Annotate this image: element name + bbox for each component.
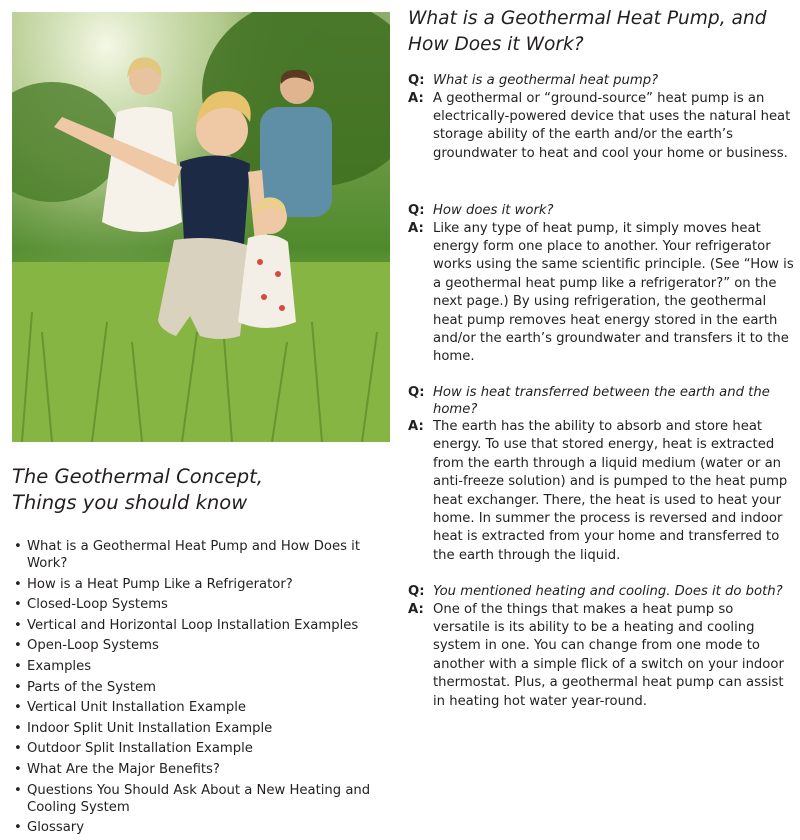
topic-item: • Indoor Split Unit Installation Example xyxy=(14,720,399,737)
q-mark: Q: xyxy=(408,73,425,88)
qa-block xyxy=(408,203,794,367)
topic-item: • Questions You Should Ask About a New Heating and Cooling System xyxy=(14,782,399,816)
answer-text: A geothermal or “ground-source” heat pump is an electrically-powered device that uses the natural heat storage ability of the earth and/or the earth’s groundwater to heat and cool your home or business. xyxy=(433,90,791,161)
topic-item: • How is a Heat Pump Like a Refrigerator? xyxy=(14,576,399,593)
page-title-line1: What is a Geothermal Heat Pump, and xyxy=(408,8,767,29)
q-mark: Q: xyxy=(408,584,425,599)
topic-item: • What Are the Major Benefits? xyxy=(14,761,399,778)
qa-block xyxy=(408,385,794,565)
question-text: How is heat transferred between the earth and the home? xyxy=(433,385,770,417)
a-mark: A: xyxy=(408,419,424,434)
answer xyxy=(408,601,794,711)
concept-title-line1: The Geothermal Concept, xyxy=(12,465,263,488)
topic-item: • Outdoor Split Installation Example xyxy=(14,740,399,757)
question-text: You mentioned heating and cooling. Does it do both? xyxy=(433,584,783,599)
a-mark: A: xyxy=(408,601,424,617)
question-text: What is a geothermal heat pump? xyxy=(433,73,659,88)
concept-title xyxy=(12,464,392,516)
topic-item: • Closed-Loop Systems xyxy=(14,596,399,613)
page-title-line2: How Does it Work? xyxy=(408,34,584,55)
answer-text: The earth has the ability to absorb and store heat energy. To use that stored energy, heat is extracted from the earth through a liquid medium (water or an anti-freeze solution) and is pumped to the heat pump heat exchanger. There, the heat is used to heat your home. In summer the process is reversed and indoor heat is extracted from your home and transferred to the earth through the liquid. xyxy=(433,419,788,563)
a-mark: A: xyxy=(408,90,424,106)
concept-title-line2: Things you should know xyxy=(12,491,248,514)
answer xyxy=(408,220,794,367)
qa-block xyxy=(408,73,794,163)
topic-item: • Vertical Unit Installation Example xyxy=(14,699,399,716)
topic-item: • Parts of the System xyxy=(14,679,399,696)
a-mark: A: xyxy=(408,220,424,236)
q-mark: Q: xyxy=(408,385,425,400)
question-text: How does it work? xyxy=(433,203,554,218)
question xyxy=(408,203,794,220)
answer xyxy=(408,90,794,164)
topics-list xyxy=(14,538,399,840)
topic-item: • What is a Geothermal Heat Pump and How Does it Work? xyxy=(14,538,399,572)
question xyxy=(408,385,794,418)
family-photo xyxy=(12,12,390,442)
qa-block xyxy=(408,584,794,711)
q-mark: Q: xyxy=(408,203,425,218)
topic-item: • Examples xyxy=(14,658,399,675)
topic-item: • Glossary xyxy=(14,819,399,836)
question xyxy=(408,73,794,90)
question xyxy=(408,584,794,601)
topic-item: • Open-Loop Systems xyxy=(14,637,399,654)
answer xyxy=(408,418,794,565)
topic-item: • Vertical and Horizontal Loop Installation Examples xyxy=(14,617,399,634)
answer-text: One of the things that makes a heat pump so versatile is its ability to be a heating and cooling system in one. You can change from one mode to another with a simple flick of a switch on your indoor thermostat. Plus, a geothermal heat pump can assist in heating hot water year-round. xyxy=(433,601,784,709)
answer-text: Like any type of heat pump, it simply moves heat energy form one place to another. Your refrigerator works using the same scientific principle. (See “How is a geothermal heat pump like a refrigerator?” on the next page.) By using refrigeration, the geothermal heat pump removes heat energy stored in the earth and/or the earth’s groundwater and transfers it to the home. xyxy=(433,220,794,365)
page-title xyxy=(408,6,800,58)
